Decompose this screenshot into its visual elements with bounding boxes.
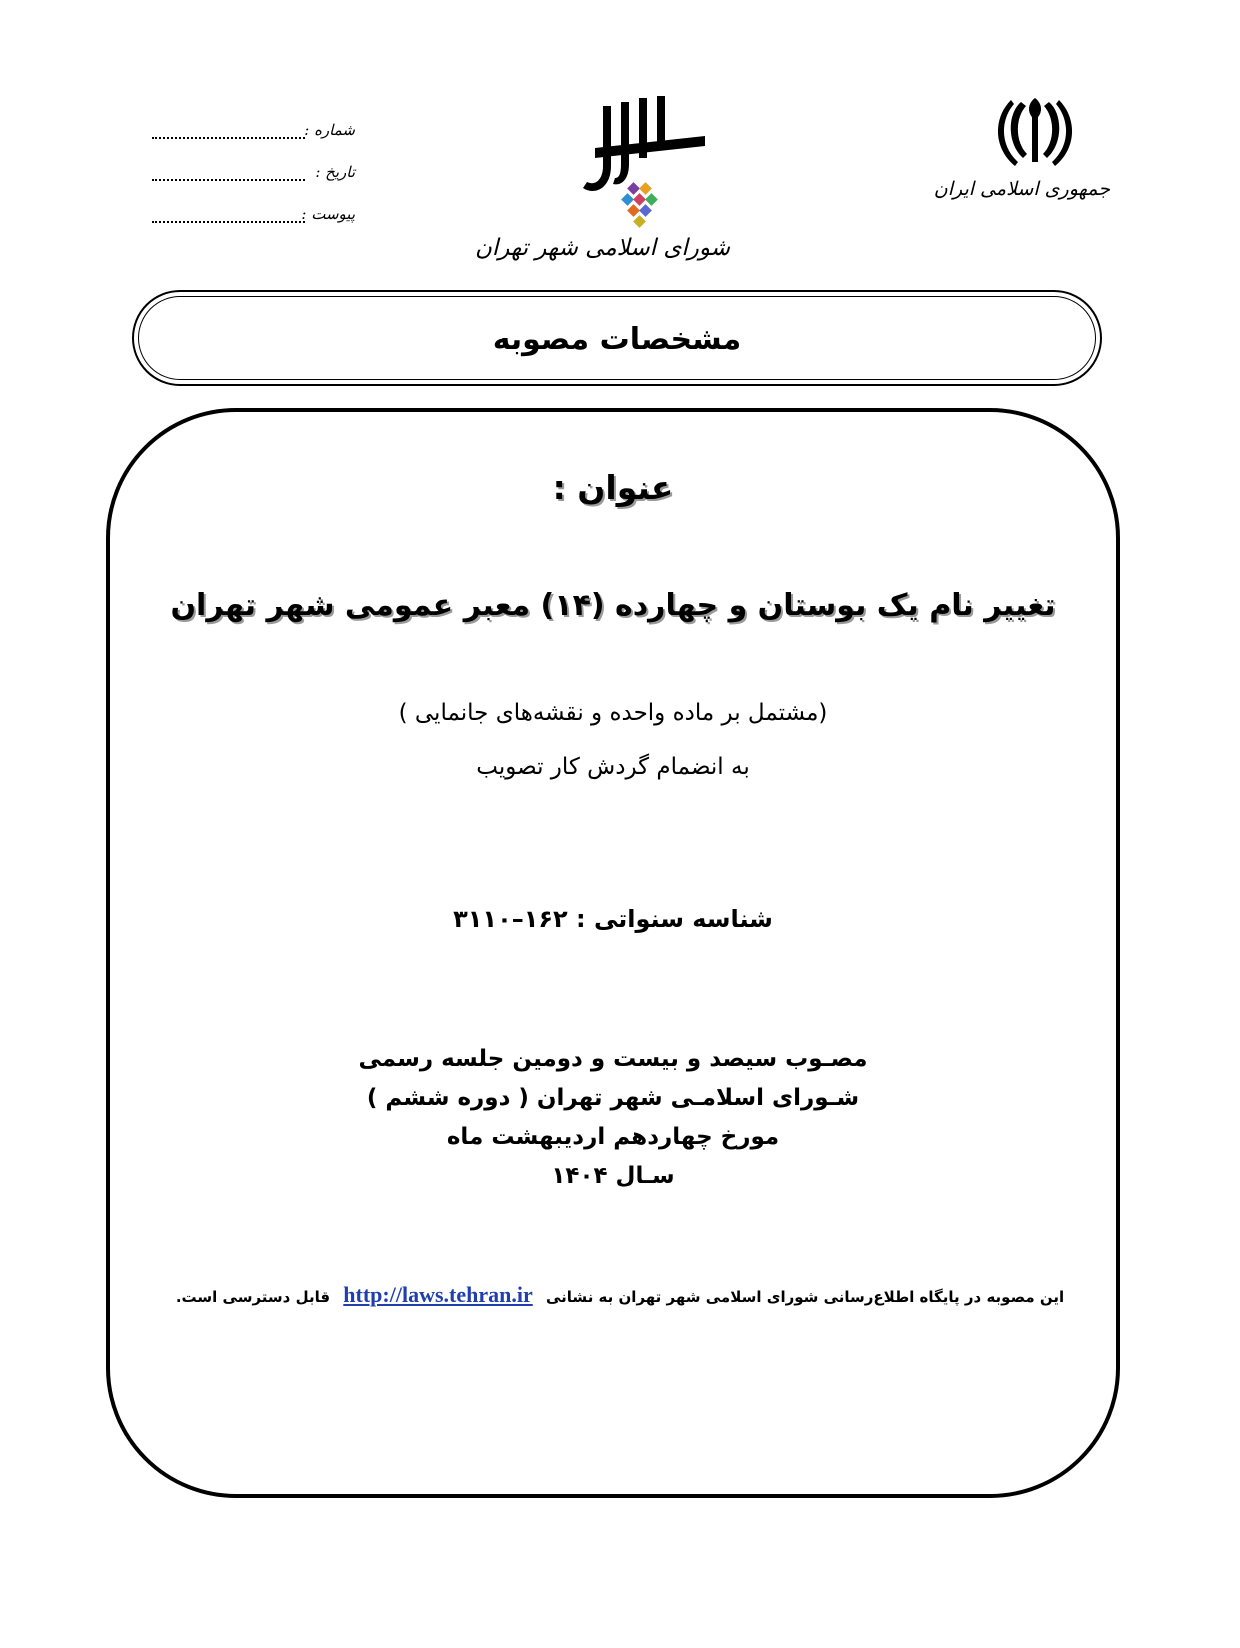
iran-emblem-icon	[993, 92, 1077, 170]
approval-line-1: مصـوب سیصد و بیست و دومین جلسه رسمی	[358, 1046, 868, 1072]
footer-text-before: این مصوبه در پایگاه اطلاع‌رسانی شورای اسلامی شهر تهران به نشانی	[545, 1288, 1065, 1306]
approval-line-3: مورخ چهاردهم اردیبهشت ماه	[446, 1124, 780, 1150]
subject-label: عنوان :	[552, 468, 674, 507]
meta-date-row	[150, 155, 355, 181]
meta-attachment-row	[150, 197, 355, 223]
footer-text-after: قابل دسترسی است.	[175, 1288, 331, 1306]
meta-date-label: تاریخ :	[315, 163, 355, 181]
subject-description: (مشتمل بر ماده واحده و نقشه‌های جانمایی )	[398, 700, 828, 726]
council-logo	[475, 96, 730, 261]
meta-date-line	[152, 163, 305, 181]
approval-line-2: شـورای اسلامـی شهر تهران ( دوره ششم )	[366, 1085, 860, 1111]
resolution-header-box	[132, 290, 1102, 386]
council-caption: شورای اسلامی شهر تهران	[475, 235, 730, 261]
meta-attachment-label: پیوست :	[301, 205, 355, 223]
council-tiles	[621, 182, 658, 228]
subject-note: به انضمام گردش کار تصویب	[476, 754, 750, 780]
meta-number-label: شماره :	[304, 121, 355, 139]
main-content-box	[106, 408, 1120, 1498]
council-logo-icon	[565, 96, 705, 231]
meta-attachment-line	[152, 205, 305, 223]
iran-emblem-block	[933, 92, 1110, 200]
laws-website-link[interactable]: http://laws.tehran.ir	[343, 1282, 533, 1307]
document-id: شناسه سنواتی : ۱۶۲–۳۱۱۰	[453, 905, 773, 933]
emblem-caption: جمهوری اسلامی ایران	[933, 178, 1110, 200]
subject-title: تغییر نام یک بوستان و چهارده (۱۴) معبر عمومی شهر تهران	[170, 588, 1056, 623]
resolution-header-title: مشخصات مصوبه	[492, 322, 742, 357]
meta-number-line	[152, 121, 305, 139]
meta-number-row	[150, 113, 355, 139]
footer-note	[150, 1282, 1090, 1308]
approval-line-4: سـال ۱۴۰۴	[551, 1163, 675, 1189]
meta-fields	[150, 113, 355, 239]
